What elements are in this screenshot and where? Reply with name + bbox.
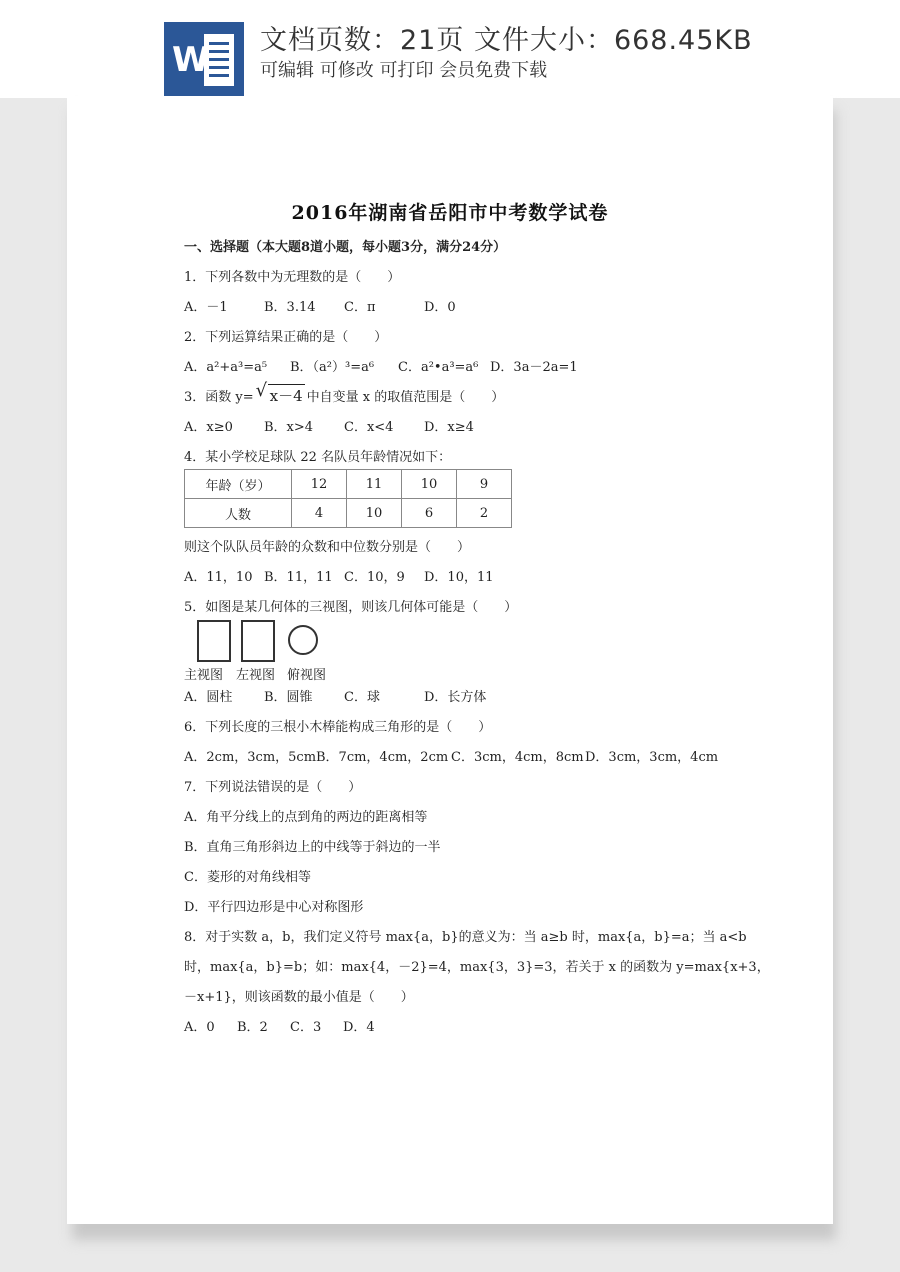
- q4-option-d: D．10，11: [424, 570, 494, 585]
- table-cell: 6: [402, 499, 457, 528]
- q8-option-b: B．2: [237, 1020, 268, 1035]
- table-cell: 人数: [185, 499, 292, 528]
- question-2: 2．下列运算结果正确的是（ ）: [184, 330, 388, 345]
- q6-option-c: C．3cm，4cm，8cm: [451, 750, 584, 765]
- q3-radicand: x－4: [268, 384, 305, 406]
- q2-option-c: C．a²•a³=a⁶: [398, 360, 479, 375]
- question-7: 7．下列说法错误的是（ ）: [184, 780, 362, 795]
- table-cell: 11: [347, 470, 402, 499]
- question-5: 5．如图是某几何体的三视图，则该几何体可能是（ ）: [184, 600, 518, 615]
- q4-option-c: C．10，9: [344, 570, 405, 585]
- q7-option-a: A．角平分线上的点到角的两边的距离相等: [184, 810, 428, 825]
- question-4: 4．某小学校足球队 22 名队员年龄情况如下：: [184, 450, 452, 465]
- top-view-label: 俯视图: [287, 668, 327, 683]
- age-table: [184, 469, 512, 528]
- q3-option-b: B．x>4: [264, 420, 314, 435]
- q3-option-a: A．x≥0: [184, 420, 233, 435]
- table-row: [185, 499, 512, 528]
- front-view-rectangle: [197, 620, 231, 662]
- q5-option-a: A．圆柱: [184, 690, 233, 705]
- table-row: [185, 470, 512, 499]
- q1-option-c: C．π: [344, 300, 376, 315]
- question-1: 1．下列各数中为无理数的是（ ）: [184, 270, 401, 285]
- q7-option-d: D．平行四边形是中心对称图形: [184, 900, 364, 915]
- top-view-circle: [288, 625, 318, 655]
- q7-option-c: C．菱形的对角线相等: [184, 870, 311, 885]
- question-4-followup: 则这个队队员年龄的众数和中位数分别是（ ）: [184, 540, 471, 555]
- q5-option-d: D．长方体: [424, 690, 487, 705]
- q2-option-b: B．（a²）³=a⁶: [290, 360, 375, 375]
- table-cell: 4: [292, 499, 347, 528]
- q6-option-a: A．2cm，3cm，5cm: [184, 750, 317, 765]
- word-icon-letter: W: [172, 40, 210, 80]
- q8-option-d: D．4: [343, 1020, 375, 1035]
- question-8-line-2: 时，max{a，b}=b；如：max{4，－2}=4，max{3，3}=3，若关于 x 的函数为 y=max{x+3，: [184, 960, 770, 975]
- question-8-line-1: 8．对于实数 a，b，我们定义符号 max{a，b}的意义为：当 a≥b 时，max{a，b}=a；当 a<b: [184, 930, 747, 945]
- table-cell: 9: [457, 470, 512, 499]
- document-page: [67, 96, 833, 1224]
- q5-option-b: B．圆锥: [264, 690, 313, 705]
- q1-option-d: D．0: [424, 300, 456, 315]
- download-banner: [0, 0, 900, 98]
- q3-stem-suffix: 中自变量 x 的取值范围是（ ）: [306, 390, 505, 405]
- q8-option-a: A．0: [184, 1020, 215, 1035]
- q1-option-b: B．3.14: [264, 300, 316, 315]
- q2-option-a: A．a²+a³=a⁵: [184, 360, 268, 375]
- table-cell: 10: [347, 499, 402, 528]
- q3-option-c: C．x<4: [344, 420, 394, 435]
- document-stats: 文档页数：21页 文件大小：668.45KB: [260, 25, 753, 56]
- left-view-rectangle: [241, 620, 275, 662]
- q1-option-a: A．－1: [184, 300, 228, 315]
- q5-option-c: C．球: [344, 690, 380, 705]
- section-heading: 一、选择题（本大题8道小题，每小题3分，满分24分）: [184, 240, 507, 255]
- word-document-icon: [164, 22, 244, 96]
- q7-option-b: B．直角三角形斜边上的中线等于斜边的一半: [184, 840, 441, 855]
- exam-title: 2016年湖南省岳阳市中考数学试卷: [291, 202, 609, 224]
- q6-option-b: B．7cm，4cm，2cm: [316, 750, 449, 765]
- document-features: 可编辑 可修改 可打印 会员免费下载: [260, 60, 548, 81]
- q2-option-d: D．3a－2a=1: [490, 360, 578, 375]
- question-6: 6．下列长度的三根小木棒能构成三角形的是（ ）: [184, 720, 492, 735]
- front-view-label: 主视图: [184, 668, 224, 683]
- square-root-expression: √ x－4: [255, 380, 303, 405]
- table-cell: 年龄（岁）: [185, 470, 292, 499]
- q4-option-b: B．11，11: [264, 570, 333, 585]
- q4-option-a: A．11，10: [184, 570, 253, 585]
- q8-option-c: C．3: [290, 1020, 322, 1035]
- question-3: [184, 380, 505, 406]
- q3-stem-prefix: 3．函数 y=: [184, 390, 254, 405]
- table-cell: 2: [457, 499, 512, 528]
- question-8-line-3: －x+1}，则该函数的最小值是（ ）: [184, 990, 414, 1005]
- q3-option-d: D．x≥4: [424, 420, 474, 435]
- q6-option-d: D．3cm，3cm，4cm: [585, 750, 719, 765]
- table-cell: 12: [292, 470, 347, 499]
- left-view-label: 左视图: [236, 668, 276, 683]
- table-cell: 10: [402, 470, 457, 499]
